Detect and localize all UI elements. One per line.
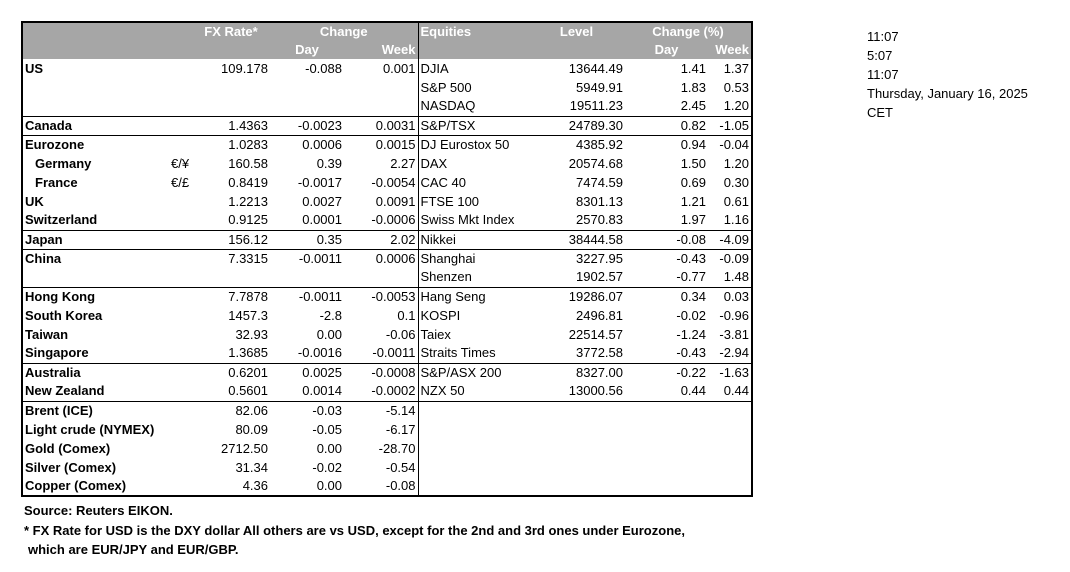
- region-name: Silver (Comex): [25, 459, 117, 475]
- table-row: [22, 173, 752, 192]
- equity-level: [528, 420, 625, 439]
- fx-change-day: -0.0016: [297, 345, 342, 361]
- cross-symbol: [169, 439, 192, 458]
- equity-level: 19286.07: [528, 287, 625, 306]
- fx-change-week: -0.0008: [344, 363, 418, 382]
- equity-change-day: -0.22: [625, 363, 708, 382]
- fx-change-week: -0.06: [385, 326, 416, 342]
- fx-change-day: 0.35: [270, 230, 344, 249]
- change-pct-header: Change (%): [625, 22, 752, 40]
- cross-symbol: [169, 458, 192, 477]
- fx-change-week: [344, 78, 418, 97]
- equity-index-name: DAX: [418, 154, 528, 173]
- region-name: New Zealand: [25, 383, 105, 399]
- table-row: [22, 458, 752, 477]
- region-name: Taiwan: [25, 326, 69, 342]
- eq-week-header: Week: [708, 40, 752, 59]
- cross-symbol: [169, 268, 192, 287]
- fx-change-week: 2.27: [390, 155, 416, 171]
- cross-symbol: €/£: [171, 174, 190, 190]
- table-row: [22, 363, 752, 382]
- fx-rate: [192, 97, 270, 116]
- fx-rate: 109.178: [221, 60, 268, 76]
- table-row: [22, 135, 752, 154]
- table-row: [22, 439, 752, 458]
- equity-level: [528, 439, 625, 458]
- region-name: Copper (Comex): [25, 478, 127, 493]
- fx-change-day: -2.8: [319, 307, 342, 323]
- fx-rate: 1457.3: [228, 307, 268, 323]
- equity-index-name: Nikkei: [418, 230, 528, 249]
- equity-index-name: CAC 40: [418, 173, 528, 192]
- fx-change-week: -0.54: [385, 459, 416, 475]
- market-summary-table: [21, 21, 753, 497]
- equities-header: Equities: [418, 22, 528, 40]
- equity-level: 2570.83: [576, 212, 623, 228]
- equity-index-name: S&P 500: [418, 78, 528, 97]
- fx-change-week: -6.17: [385, 421, 416, 437]
- fx-rate: 160.58: [228, 155, 268, 171]
- equity-change-day: -1.24: [676, 326, 706, 342]
- equity-index-name: KOSPI: [418, 306, 528, 325]
- cross-symbol: [169, 344, 192, 363]
- fx-rate: 31.34: [235, 459, 268, 475]
- fx-rate: 1.3685: [228, 345, 268, 361]
- equity-change-day: [625, 401, 708, 420]
- equity-index-name: [418, 477, 528, 496]
- fx-change-day: -0.0011: [270, 287, 344, 306]
- fx-rate-header: FX Rate*: [192, 22, 270, 40]
- change-header: Change: [270, 22, 418, 40]
- equity-change-day: [625, 420, 708, 439]
- equity-change-day: -0.02: [676, 307, 706, 323]
- equity-change-day: 1.41: [680, 60, 706, 76]
- equity-change-week: -0.04: [708, 135, 752, 154]
- equity-change-week: 0.03: [708, 287, 752, 306]
- fx-rate: 1.0283: [192, 135, 270, 154]
- equity-level: 8301.13: [576, 193, 623, 209]
- side-text: 11:07: [867, 29, 899, 44]
- region-name: Switzerland: [25, 212, 98, 228]
- fx-change-day: -0.05: [312, 421, 342, 437]
- equity-change-day: 1.21: [680, 193, 706, 209]
- table-row: [22, 325, 752, 344]
- equity-change-day: 1.50: [680, 155, 706, 171]
- equity-index-name: Straits Times: [418, 344, 528, 363]
- equity-change-week: [708, 401, 752, 420]
- equity-change-day: 0.69: [680, 174, 706, 190]
- fx-rate: 82.06: [192, 401, 270, 420]
- equity-level: 1902.57: [576, 269, 623, 285]
- cross-symbol: [169, 306, 192, 325]
- fx-change-day: 0.0014: [302, 383, 342, 399]
- equity-change-week: 1.37: [723, 60, 749, 76]
- table-row: [22, 268, 752, 287]
- fx-change-day: 0.0006: [270, 135, 344, 154]
- region-name: Australia: [22, 363, 169, 382]
- equity-change-week: [708, 458, 752, 477]
- fx-rate: 0.5601: [228, 383, 268, 399]
- equity-change-day: 0.94: [625, 135, 708, 154]
- equity-level: 5949.91: [576, 79, 623, 95]
- equity-change-day: -0.43: [625, 249, 708, 268]
- equity-change-day: -0.43: [676, 345, 706, 361]
- region-name: Eurozone: [22, 135, 169, 154]
- equity-index-name: Hang Seng: [418, 287, 528, 306]
- cross-symbol: [169, 78, 192, 97]
- fx-change-week: -0.0002: [371, 383, 416, 399]
- fx-rate: 4.36: [242, 478, 268, 493]
- fx-change-day: 0.39: [316, 155, 342, 171]
- equity-level: 38444.58: [528, 230, 625, 249]
- equity-change-day: [625, 477, 708, 496]
- equity-level: 19511.23: [569, 98, 623, 114]
- level-header: Level: [528, 22, 625, 40]
- equity-change-week: -4.09: [708, 230, 752, 249]
- equity-index-name: [418, 439, 528, 458]
- equity-level: 13644.49: [568, 60, 623, 76]
- fx-rate: 1.2213: [228, 193, 268, 209]
- fx-rate: 156.12: [192, 230, 270, 249]
- equity-change-day: 0.82: [625, 116, 708, 135]
- region-name: [22, 78, 169, 97]
- fx-change-week: -0.0011: [372, 345, 416, 361]
- equity-level: 2496.81: [576, 307, 623, 323]
- fx-rate: 32.93: [235, 326, 268, 342]
- cross-symbol: [169, 287, 192, 306]
- equity-level: [528, 458, 625, 477]
- fx-rate: 0.6201: [192, 363, 270, 382]
- region-name: France: [35, 174, 78, 190]
- fx-change-week: -0.0053: [344, 287, 418, 306]
- equity-change-day: -0.08: [625, 230, 708, 249]
- cross-symbol: [169, 135, 192, 154]
- equity-change-week: 1.20: [723, 98, 749, 114]
- equity-change-week: -0.96: [719, 307, 749, 323]
- equity-level: 22514.57: [568, 326, 623, 342]
- table-row: [22, 477, 752, 496]
- fx-change-week: 2.02: [344, 230, 418, 249]
- equity-change-week: 0.44: [723, 383, 749, 399]
- region-name: Gold (Comex): [25, 440, 111, 456]
- fx-change-week: [344, 268, 418, 287]
- equity-change-week: 0.61: [723, 193, 749, 209]
- equity-index-name: Shenzen: [418, 268, 528, 287]
- fx-change-week: 0.001: [382, 60, 416, 76]
- equity-index-name: NASDAQ: [418, 97, 528, 116]
- table-row: [22, 306, 752, 325]
- equity-level: [528, 477, 625, 496]
- fx-change-week: -5.14: [344, 401, 418, 420]
- equity-level: 13000.56: [568, 383, 623, 399]
- fx-change-week: -28.70: [378, 440, 416, 456]
- fx-change-week: [344, 97, 418, 116]
- equity-index-name: DJ Eurostox 50: [418, 135, 528, 154]
- equity-level: 4385.92: [528, 135, 625, 154]
- fx-rate: [192, 78, 270, 97]
- cross-symbol: [169, 382, 192, 401]
- equity-index-name: NZX 50: [418, 382, 528, 401]
- equity-index-name: Taiex: [418, 325, 528, 344]
- table-row: [22, 154, 752, 173]
- fx-change-week: -0.08: [385, 478, 416, 493]
- cross-symbol: [169, 97, 192, 116]
- equity-index-name: [418, 420, 528, 439]
- cross-symbol: [169, 192, 192, 211]
- fx-change-week: 0.0015: [344, 135, 418, 154]
- equity-change-week: [708, 439, 752, 458]
- region-name: UK: [25, 193, 44, 209]
- equity-change-week: [708, 420, 752, 439]
- equity-index-name: [418, 401, 528, 420]
- fx-change-day: 0.00: [316, 326, 342, 342]
- fx-change-week: -0.0006: [371, 212, 416, 228]
- cross-symbol: [169, 230, 192, 249]
- table-row: [22, 344, 752, 363]
- fx-rate: 1.4363: [192, 116, 270, 135]
- equity-change-day: 0.44: [680, 383, 706, 399]
- fx-change-day: -0.0011: [270, 249, 344, 268]
- fx-change-day: [270, 78, 344, 97]
- cross-symbol: [169, 363, 192, 382]
- side-text: Thursday, January 16, 2025: [867, 86, 1028, 101]
- cross-symbol: [169, 59, 192, 78]
- fx-rate: 7.3315: [192, 249, 270, 268]
- fx-change-day: -0.0017: [297, 174, 342, 190]
- table-row: [22, 116, 752, 135]
- equity-change-week: -3.81: [719, 326, 749, 342]
- equity-change-week: -1.05: [708, 116, 752, 135]
- cross-symbol: [169, 249, 192, 268]
- fx-change-week: -0.0054: [371, 174, 416, 190]
- source-note: Source: Reuters EIKON.: [24, 503, 173, 518]
- fx-change-day: -0.0023: [270, 116, 344, 135]
- cross-symbol: [169, 401, 192, 420]
- region-name: US: [25, 60, 44, 76]
- equity-change-week: 0.53: [723, 79, 749, 95]
- table-row: [22, 192, 752, 211]
- equity-index-name: Shanghai: [418, 249, 528, 268]
- equity-change-week: -2.94: [719, 345, 749, 361]
- side-text: 11:07: [867, 67, 899, 82]
- equity-change-day: 0.34: [625, 287, 708, 306]
- fx-change-day: -0.088: [305, 60, 342, 76]
- region-name: Japan: [22, 230, 169, 249]
- fx-rate: 0.8419: [228, 174, 268, 190]
- fx-rate: 2712.50: [221, 440, 268, 456]
- table-row: [22, 382, 752, 401]
- table-row: [22, 287, 752, 306]
- equity-level: [528, 401, 625, 420]
- header-row-1: [22, 22, 752, 40]
- equity-change-week: 1.16: [723, 212, 749, 228]
- equity-change-day: 2.45: [680, 98, 706, 114]
- table-row: [22, 97, 752, 116]
- equity-index-name: FTSE 100: [418, 192, 528, 211]
- equity-level: 3772.58: [576, 345, 623, 361]
- eq-day-header: Day: [625, 40, 708, 59]
- table-row: [22, 401, 752, 420]
- equity-change-week: -0.09: [708, 249, 752, 268]
- equity-change-week: 1.20: [723, 155, 749, 171]
- region-name: Canada: [22, 116, 169, 135]
- region-name: Singapore: [25, 345, 89, 361]
- equity-change-day: [625, 458, 708, 477]
- region-name: [22, 97, 169, 116]
- equity-index-name: S&P/ASX 200: [418, 363, 528, 382]
- fx-change-day: 0.0025: [270, 363, 344, 382]
- table-row: [22, 78, 752, 97]
- equity-index-name: DJIA: [418, 59, 528, 78]
- equity-level: 8327.00: [528, 363, 625, 382]
- fx-change-day: [270, 97, 344, 116]
- fx-change-day: -0.02: [312, 459, 342, 475]
- fx-change-day: [270, 268, 344, 287]
- table-row: [22, 249, 752, 268]
- equity-level: 24789.30: [528, 116, 625, 135]
- fx-change-day: 0.0027: [302, 193, 342, 209]
- equity-level: 20574.68: [568, 155, 623, 171]
- fx-rate: [192, 268, 270, 287]
- fx-change-week: 0.0006: [344, 249, 418, 268]
- fx-change-day: 0.0001: [302, 212, 342, 228]
- fx-change-week: 0.0091: [375, 193, 416, 209]
- fx-rate: 0.9125: [228, 212, 268, 228]
- cross-symbol: [169, 211, 192, 230]
- equity-change-week: 0.30: [723, 174, 749, 190]
- fx-change-day: -0.03: [270, 401, 344, 420]
- region-name: Light crude (NYMEX): [25, 421, 155, 437]
- fx-change-week: 0.0031: [344, 116, 418, 135]
- region-name: Brent (ICE): [22, 401, 169, 420]
- cross-symbol: [169, 116, 192, 135]
- region-name: South Korea: [25, 307, 103, 323]
- cross-symbol: €/¥: [171, 155, 190, 171]
- table-row: [22, 211, 752, 230]
- equity-change-day: [625, 439, 708, 458]
- cross-symbol: [169, 477, 192, 496]
- equity-change-week: -1.63: [708, 363, 752, 382]
- fx-week-header: Week: [344, 40, 418, 59]
- fx-change-day: 0.00: [316, 440, 342, 456]
- equity-index-name: S&P/TSX: [418, 116, 528, 135]
- table-row: [22, 230, 752, 249]
- region-name: China: [22, 249, 169, 268]
- equity-level: 3227.95: [528, 249, 625, 268]
- footnote-line-1: * FX Rate for USD is the DXY dollar All others are vs USD, except for the 2nd and 3rd ones under Eurozone,: [24, 523, 685, 538]
- footnote-line-2: which are EUR/JPY and EUR/GBP.: [28, 542, 239, 557]
- equity-change-week: [708, 477, 752, 496]
- cross-symbol: [169, 325, 192, 344]
- equity-index-name: Swiss Mkt Index: [418, 211, 528, 230]
- fx-rate: 80.09: [235, 421, 268, 437]
- fx-change-day: 0.00: [316, 478, 342, 493]
- table-row: [22, 420, 752, 439]
- region-name: Hong Kong: [22, 287, 169, 306]
- table-row: [22, 59, 752, 78]
- fx-rate: 7.7878: [192, 287, 270, 306]
- equity-change-day: 1.97: [680, 212, 706, 228]
- region-name: Germany: [35, 155, 92, 171]
- fx-day-header: Day: [270, 40, 344, 59]
- side-text: 5:07: [867, 48, 893, 63]
- equity-change-week: 1.48: [723, 269, 749, 285]
- equity-level: 7474.59: [576, 174, 623, 190]
- equity-change-day: 1.83: [680, 79, 706, 95]
- region-name: [22, 268, 169, 287]
- fx-change-week: 0.1: [397, 307, 416, 323]
- header-row-2: [22, 40, 752, 59]
- cross-symbol: [169, 420, 192, 439]
- side-text: CET: [867, 105, 893, 120]
- equity-change-day: -0.77: [676, 269, 706, 285]
- equity-index-name: [418, 458, 528, 477]
